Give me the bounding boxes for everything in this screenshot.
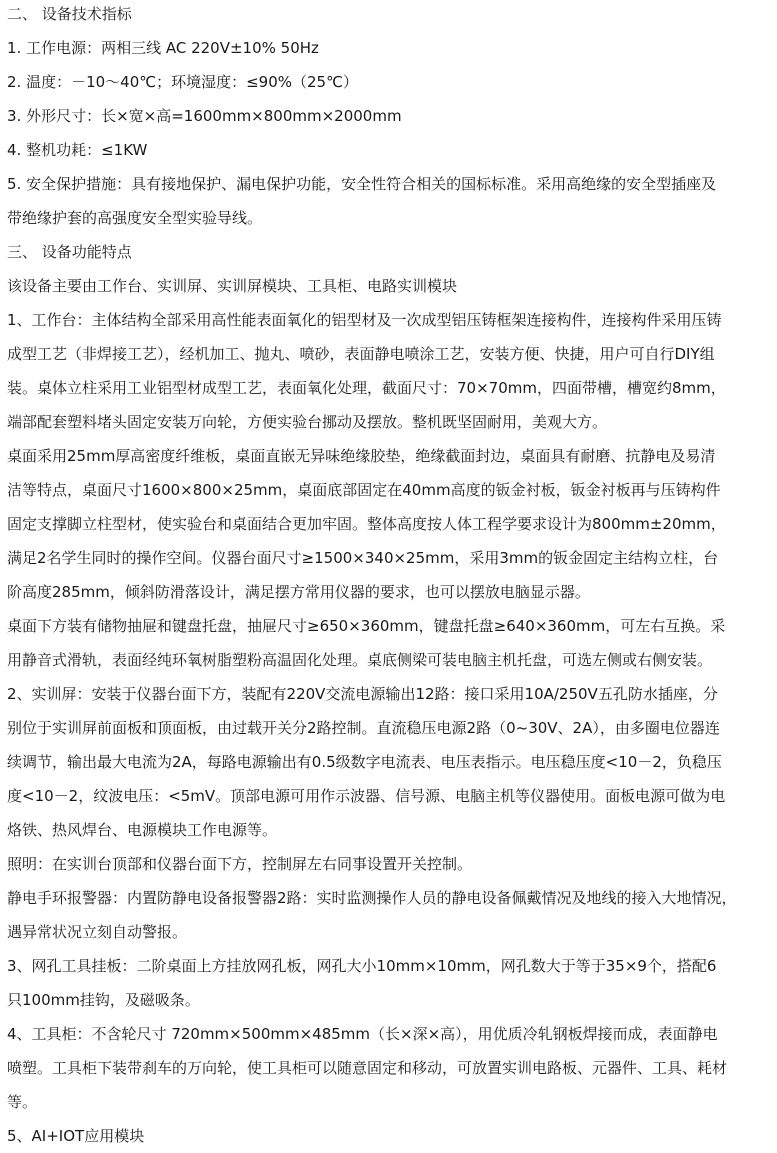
desktop-line-1: 桌面采用25mm厚高密度纤维板，桌面直嵌无异味绝缘胶垫，绝缘截面封边，桌面具有耐磨、抗静电及易清 bbox=[7, 447, 716, 465]
workbench-line-2: 成型工艺（非焊接工艺），经机加工、抛丸、喷砂，表面静电喷涂工艺，安装方便、快捷，用户可自行DIY组 bbox=[7, 345, 715, 363]
desktop-line-5: 阶高度285mm，倾斜防滑落设计，满足摆方常用仪器的要求，也可以摆放电脑显示器。 bbox=[7, 583, 590, 601]
spec-power-consumption: 4. 整机功耗：≤1KW bbox=[7, 141, 148, 159]
section-heading-specs: 二、 设备技术指标 bbox=[7, 5, 132, 23]
lighting-line: 照明：在实训台顶部和仪器台面下方，控制屏左右同事设置开关控制。 bbox=[7, 855, 473, 873]
spec-safety-line-1: 5. 安全保护措施：具有接地保护、漏电保护功能，安全性符合相关的国标标准。采用高绝缘的安全型插座及 bbox=[7, 175, 717, 193]
spec-safety-line-2: 带绝缘护套的高强度安全型实验导线。 bbox=[7, 209, 263, 227]
tool-cabinet-line-1: 4、工具柜：不含轮尺寸 720mm×500mm×485mm（长×深×高），用优质冷轧钢板焊接而成，表面静电 bbox=[7, 1025, 718, 1043]
desktop-line-4: 满足2名学生同时的操作空间。仪器台面尺寸≥1500×340×25mm，采用3mm的钣金固定主结构立柱，台 bbox=[7, 549, 719, 567]
drawer-line-2: 用静音式滑轨，表面经纯环氧树脂塑粉高温固化处理。桌底侧梁可装电脑主机托盘，可选左侧或右侧安装。 bbox=[7, 651, 713, 669]
training-screen-line-3: 续调节，输出最大电流为2A，每路电源输出有0.5级数字电流表、电压表指示。电压稳压度<10－2，负稳压 bbox=[7, 753, 722, 771]
spec-dimensions: 3. 外形尺寸：长×宽×高=1600mm×800mm×2000mm bbox=[7, 107, 402, 125]
pegboard-line-1: 3、网孔工具挂板：二阶桌面上方挂放网孔板，网孔大小10mm×10mm，网孔数大于等于35×9个，搭配6 bbox=[7, 957, 717, 975]
features-intro: 该设备主要由工作台、实训屏、实训屏模块、工具柜、电路实训模块 bbox=[7, 277, 458, 295]
training-screen-line-1: 2、实训屏：安装于仪器台面下方，装配有220V交流电源输出12路：接口采用10A/250V五孔防水插座，分 bbox=[7, 685, 718, 703]
workbench-line-4: 端部配套塑料堵头固定安装万向轮，方便实验台挪动及摆放。整机既坚固耐用，美观大方。 bbox=[7, 413, 608, 431]
desktop-line-3: 固定支撑脚立柱型材，使实验台和桌面结合更加牢固。整体高度按人体工程学要求设计为800mm±20mm， bbox=[7, 515, 726, 533]
spec-power: 1. 工作电源：两相三线 AC 220V±10% 50Hz bbox=[7, 39, 319, 57]
esd-alarm-line-2: 遇异常状况立刻自动警报。 bbox=[7, 923, 188, 941]
tool-cabinet-line-2: 喷塑。工具柜下装带刹车的万向轮，使工具柜可以随意固定和移动，可放置实训电路板、元器件、工具、耗材 bbox=[7, 1059, 728, 1077]
workbench-line-1: 1、工作台：主体结构全部采用高性能表面氧化的铝型材及一次成型铝压铸框架连接构件，连接构件采用压铸 bbox=[7, 311, 722, 329]
drawer-line-1: 桌面下方装有储物抽屉和键盘托盘，抽屉尺寸≥650×360mm，键盘托盘≥640×360mm，可左右互换。采 bbox=[7, 617, 726, 635]
document-body bbox=[7, 0, 771, 1153]
training-screen-line-4: 度<10－2，纹波电压：<5mV。顶部电源可用作示波器、信号源、电脑主机等仪器使用。面板电源可做为电 bbox=[7, 787, 726, 805]
desktop-line-2: 洁等特点，桌面尺寸1600×800×25mm，桌面底部固定在40mm高度的钣金衬板，钣金衬板再与压铸构件 bbox=[7, 481, 721, 499]
section-heading-features: 三、 设备功能特点 bbox=[7, 243, 132, 261]
ai-iot-module-heading: 5、AI+IOT应用模块 bbox=[7, 1127, 145, 1145]
esd-alarm-line-1: 静电手环报警器：内置防静电设备报警器2路：实时监测操作人员的静电设备佩戴情况及地线的接入大地情况， bbox=[7, 889, 737, 907]
tool-cabinet-line-3: 等。 bbox=[7, 1093, 38, 1111]
spec-temperature: 2. 温度：－10～40℃；环境湿度：≤90%（25℃） bbox=[7, 73, 358, 91]
pegboard-line-2: 只100mm挂钩，及磁吸条。 bbox=[7, 991, 200, 1009]
training-screen-line-5: 烙铁、热风焊台、电源模块工作电源等。 bbox=[7, 821, 278, 839]
training-screen-line-2: 别位于实训屏前面板和顶面板，由过载开关分2路控制。直流稳压电源2路（0~30V、2A），由多圈电位器连 bbox=[7, 719, 720, 737]
workbench-line-3: 装。桌体立柱采用工业铝型材成型工艺，表面氧化处理，截面尺寸：70×70mm，四面带槽，槽宽约8mm， bbox=[7, 379, 726, 397]
